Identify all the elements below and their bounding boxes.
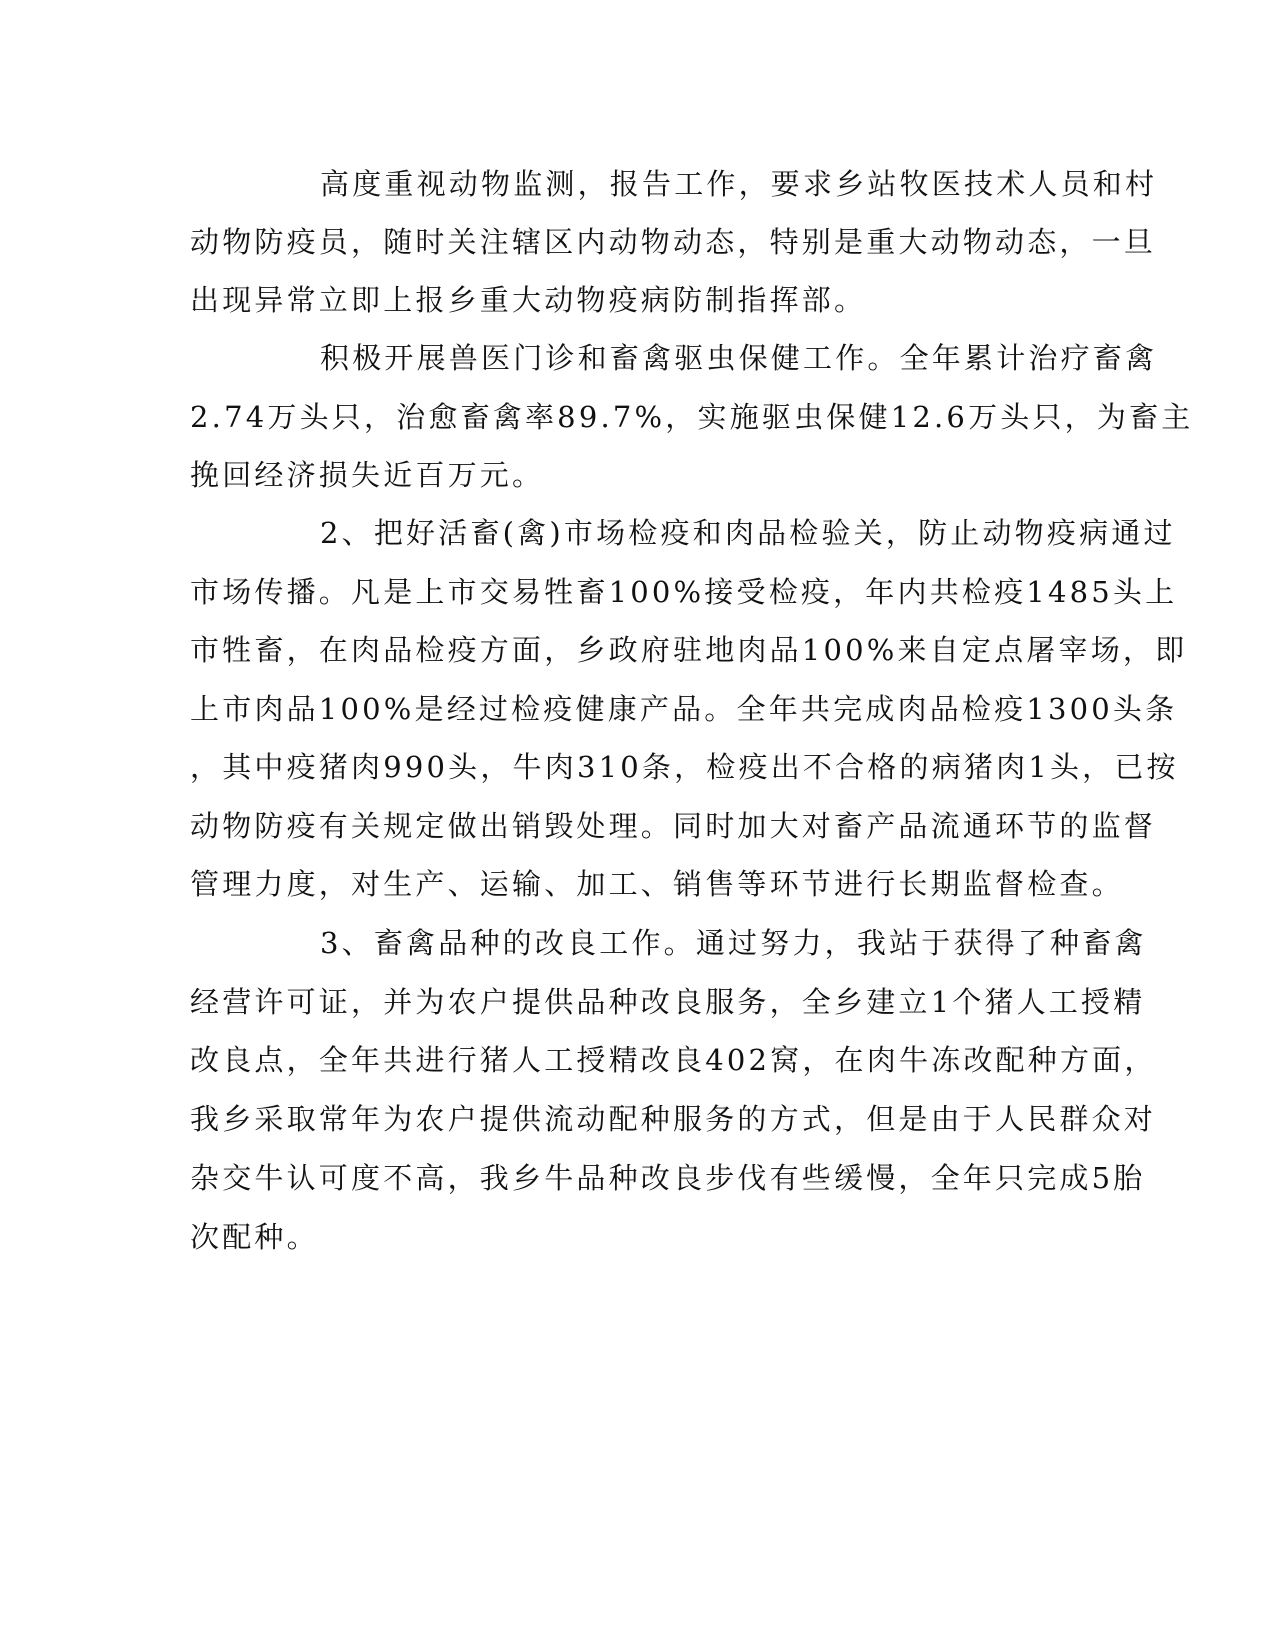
paragraph-4-line-2: 经营许可证，并为农户提供品种改良服务，全乡建立1个猪人工授精 bbox=[190, 985, 1146, 1019]
paragraph-3-line-3: 市牲畜，在肉品检疫方面，乡政府驻地肉品100%来自定点屠宰场，即 bbox=[190, 633, 1188, 667]
paragraph-2-line-3: 挽回经济损失近百万元。 bbox=[190, 458, 545, 492]
paragraph-3-line-7: 管理力度，对生产、运输、加工、销售等环节进行长期监督检查。 bbox=[190, 867, 1124, 901]
paragraph-4-line-1: 3、畜禽品种的改良工作。通过努力，我站于获得了种畜禽 bbox=[320, 926, 1147, 960]
paragraph-4-line-3: 改良点，全年共进行猪人工授精改良402窝，在肉牛冻改配种方面， bbox=[190, 1043, 1157, 1077]
paragraph-3-line-4: 上市肉品100%是经过检疫健康产品。全年共完成肉品检疫1300头条 bbox=[190, 692, 1178, 726]
paragraph-4-line-5: 杂交牛认可度不高，我乡牛品种改良步伐有些缓慢，全年只完成5胎 bbox=[190, 1161, 1146, 1195]
paragraph-2-line-2: 2.74万头只，治愈畜禽率89.7%，实施驱虫保健12.6万头只，为畜主 bbox=[190, 400, 1194, 434]
paragraph-4-line-6: 次配种。 bbox=[190, 1220, 319, 1254]
paragraph-1-line-3: 出现异常立即上报乡重大动物疫病防制指挥部。 bbox=[190, 283, 867, 317]
paragraph-1-line-1: 高度重视动物监测，报告工作，要求乡站牧医技术人员和村 bbox=[320, 167, 1158, 201]
paragraph-4-line-4: 我乡采取常年为农户提供流动配种服务的方式，但是由于人民群众对 bbox=[190, 1102, 1157, 1136]
paragraph-1-line-2: 动物防疫员，随时关注辖区内动物动态，特别是重大动物动态，一旦 bbox=[190, 225, 1157, 259]
paragraph-3-line-6: 动物防疫有关规定做出销毁处理。同时加大对畜产品流通环节的监督 bbox=[190, 809, 1157, 843]
paragraph-3-line-1: 2、把好活畜(禽)市场检疫和肉品检验关，防止动物疫病通过 bbox=[320, 516, 1176, 550]
paragraph-3-line-5: ，其中疫猪肉990头，牛肉310条，检疫出不合格的病猪肉1头，已按 bbox=[190, 750, 1179, 784]
paragraph-3-line-2: 市场传播。凡是上市交易牲畜100%接受检疫，年内共检疫1485头上 bbox=[190, 575, 1178, 609]
paragraph-2-line-1: 积极开展兽医门诊和畜禽驱虫保健工作。全年累计治疗畜禽 bbox=[320, 341, 1158, 375]
